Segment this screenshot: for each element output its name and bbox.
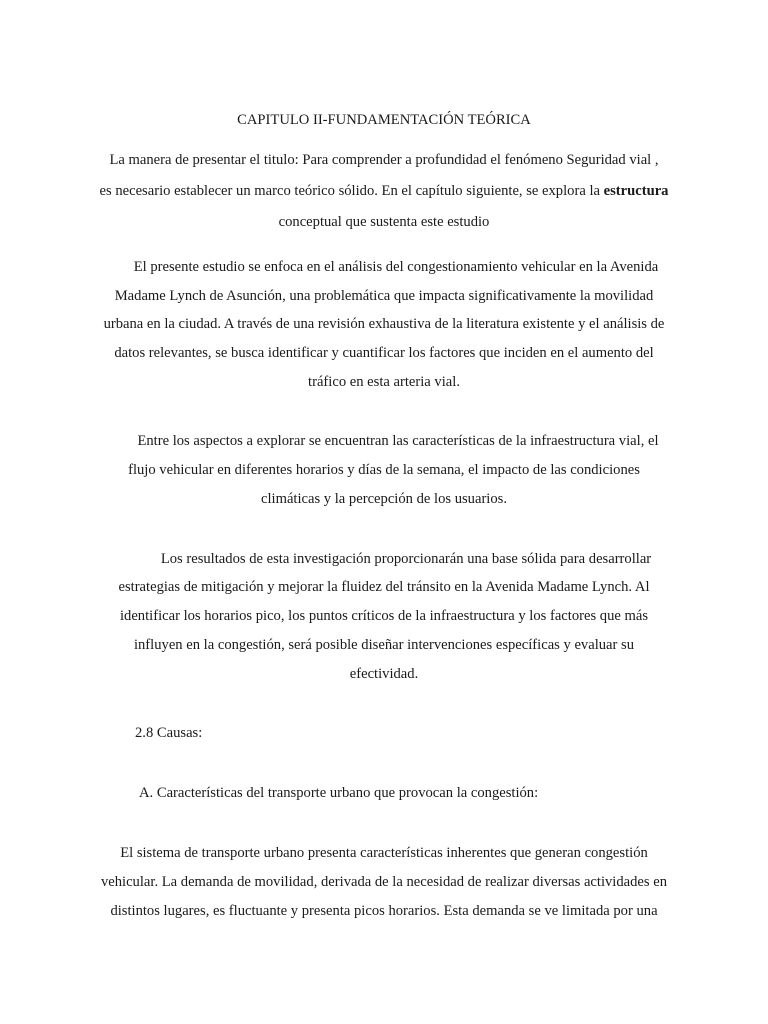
paragraph-3-line-2: estrategias de mitigación y mejorar la fluidez del tránsito en la Avenida Madame Lynch. Al — [118, 579, 650, 595]
paragraph-2-line-2: flujo vehicular en diferentes horarios y días de la semana, el impacto de las condiciones — [128, 462, 640, 478]
paragraph-4-line-3: distintos lugares, es fluctuante y presenta picos horarios. Esta demanda se ve limitada por una — [110, 903, 658, 919]
paragraph-1-line-1: El presente estudio se enfoca en el análisis del congestionamiento vehicular en la Avenida — [133, 259, 659, 275]
paragraph-1-line-5: tráfico en esta arteria vial. — [308, 374, 460, 390]
intro-line-2 — [0, 182, 768, 200]
paragraph-1-line-2: Madame Lynch de Asunción, una problemática que impacta significativamente la movilidad — [114, 288, 654, 304]
paragraph-2-line-3: climáticas y la percepción de los usuarios. — [261, 491, 507, 507]
section-heading: 2.8 Causas: — [135, 725, 203, 741]
paragraph-3-line-5: efectividad. — [349, 666, 419, 682]
intro-line-1: La manera de presentar el titulo: Para comprender a profundidad el fenómeno Seguridad vial , — [109, 152, 659, 168]
paragraph-3-line-1: Los resultados de esta investigación proporcionarán una base sólida para desarrollar — [160, 551, 652, 567]
paragraph-4-line-2: vehicular. La demanda de movilidad, derivada de la necesidad de realizar diversas actividades en — [100, 874, 668, 890]
paragraph-3-line-3: identificar los horarios pico, los puntos críticos de la infraestructura y los factores que más — [119, 608, 649, 624]
subheading: A. Características del transporte urbano que provocan la congestión: — [139, 785, 539, 801]
paragraph-1-line-4: datos relevantes, se busca identificar y cuantificar los factores que inciden en el aumento del — [114, 345, 654, 361]
intro-line-2-text: es necesario establecer un marco teórico sólido. En el capítulo siguiente, se explora la — [99, 183, 604, 199]
intro-bold-word: estructura — [603, 183, 669, 199]
paragraph-4-line-1: El sistema de transporte urbano presenta características inherentes que generan congestión — [120, 845, 648, 861]
chapter-title: CAPITULO II-FUNDAMENTACIÓN TEÓRICA — [237, 112, 531, 128]
paragraph-3-line-4: influyen en la congestión, será posible diseñar intervenciones específicas y evaluar su — [133, 637, 635, 653]
intro-line-3: conceptual que sustenta este estudio — [278, 214, 490, 230]
paragraph-1-line-3: urbana en la ciudad. A través de una revisión exhaustiva de la literatura existente y el análisis de — [103, 316, 665, 332]
paragraph-2-line-1: Entre los aspectos a explorar se encuentran las características de la infraestructura vial, el — [137, 433, 659, 449]
